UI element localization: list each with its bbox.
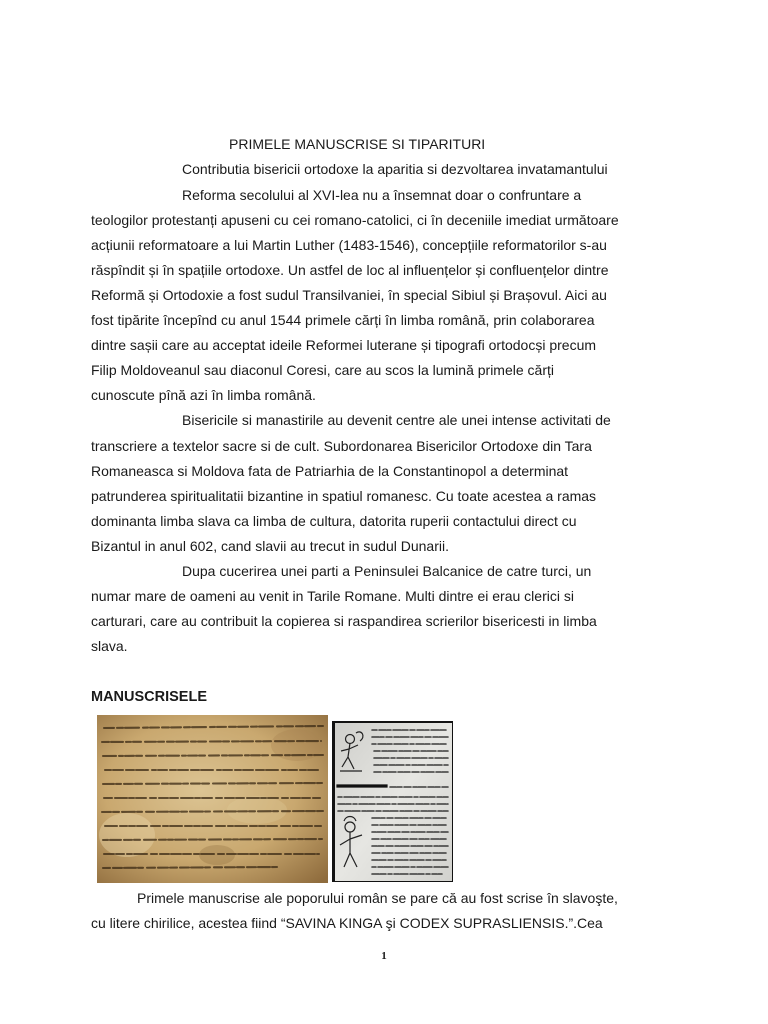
text-line: Reforma secolului al XVI-lea nu a însemnat doar o confruntare a xyxy=(182,186,582,203)
text-line: numar mare de oameni au venit in Tarile Romane. Multi dintre ei erau clerici si xyxy=(91,588,574,605)
text-line: cu litere chirilice, acestea fiind “SAVINA KINGA şi CODEX SUPRASLIENSIS.”.Cea xyxy=(91,915,603,932)
text-line: răspîndit și în spațiile ortodoxe. Un astfel de loc al influențelor și confluențelor dintre xyxy=(91,261,609,278)
text-line: Romaneasca si Moldova fata de Patriarhia de la Constantinopol a determinat xyxy=(91,462,569,479)
text-line: dintre sașii care au acceptat ideile Reformei luterane și tipografi ortodocși precum xyxy=(91,337,597,354)
document-body xyxy=(91,132,731,659)
text-line: patrunderea spiritualitatii bizantine in spatiul romanesc. Cu toate acestea a ramas xyxy=(91,487,597,504)
text-line: acțiunii reformatoare a lui Martin Luther (1483-1546), concepțiile reformatorilor s-au xyxy=(91,236,607,253)
paragraph-cucerire xyxy=(91,559,731,659)
text-line: Bizantul in anul 602, cand slavii au trecut in sudul Dunarii. xyxy=(91,537,449,554)
text-line: slava. xyxy=(91,638,128,655)
text-line: Bisericile si manastirile au devenit centre ale unei intense activitati de xyxy=(182,412,611,429)
document-title: PRIMELE MANUSCRISE SI TIPARITURI xyxy=(229,136,486,153)
paragraph-biserici xyxy=(91,408,731,559)
text-line: teologilor protestanți apuseni cu cei romano-catolici, ci în deceniile imediat următoare xyxy=(91,211,619,228)
page-number: 1 xyxy=(381,950,387,962)
paragraph-manuscrise xyxy=(91,886,731,936)
paragraph-reforma xyxy=(91,183,731,409)
text-line: cunoscute pînă azi în limba română. xyxy=(91,387,316,404)
text-line: dominanta limba slava ca limba de cultura, datorita ruperii contactului direct cu xyxy=(91,512,577,529)
text-line: carturari, care au contribuit la copierea si raspandirea scrierilor bisericesti in limba xyxy=(91,613,597,630)
text-line: Dupa cucerirea unei parti a Peninsulei Balcanice de catre turci, un xyxy=(182,562,592,579)
text-line: Reformă și Ortodoxie a fost sudul Transilvaniei, în special Sibiul și Brașovul. Aici au xyxy=(91,286,607,303)
document-subtitle: Contributia bisericii ortodoxe la aparitia si dezvoltarea invatamantului xyxy=(182,161,608,178)
text-line: Filip Moldoveanul sau diaconul Coresi, care au scos la lumină primele cărți xyxy=(91,362,554,379)
text-line: transcriere a textelor sacre si de cult. Subordonarea Bisericilor Ortodoxe din Tara xyxy=(91,437,592,454)
text-line: Primele manuscrise ale poporului român se pare că au fost scrise în slavoşte, xyxy=(137,890,618,907)
manuscript-parchment-image xyxy=(97,715,328,883)
text-line: fost tipărite începînd cu anul 1544 primele cărți în limba română, prin colaborarea xyxy=(91,312,595,329)
manuscript-codex-image xyxy=(332,721,453,882)
section-heading: MANUSCRISELE xyxy=(91,689,208,706)
